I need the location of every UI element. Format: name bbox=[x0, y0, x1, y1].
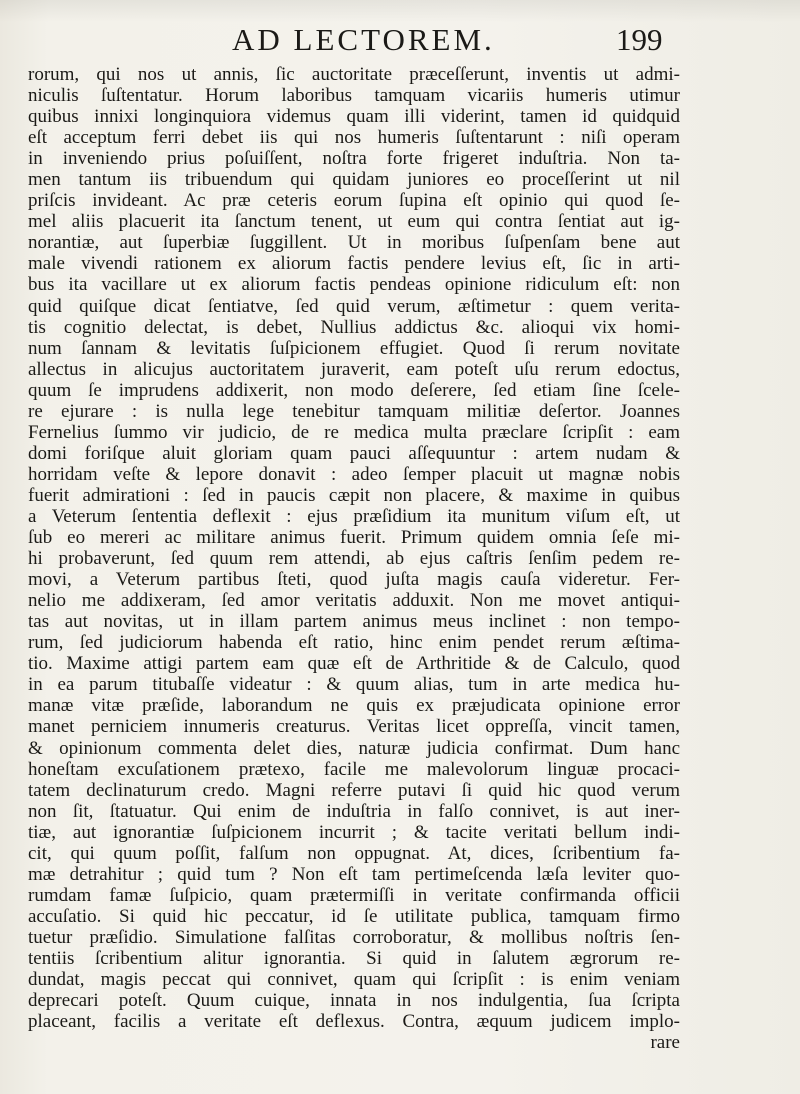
text-line: quibus innixi longinquiora videmus quam illi viderint, tamen id quidquid bbox=[28, 106, 680, 128]
text-line: tiæ, aut ignorantiæ ſuſpicionem incurrit ; & tacite veritati bellum indi- bbox=[28, 821, 680, 843]
text-line: bus ita vacillare ut ex aliorum factis pendeas opinione ridiculum eſt: non bbox=[28, 274, 680, 296]
text-line: fuerit admirationi : ſed in paucis cæpit non placere, & maxime in quibus bbox=[28, 484, 680, 506]
text-line: in ea parum titubaſſe videatur : & quum alias, tum in arte medica hu- bbox=[28, 674, 680, 696]
text-line: in inveniendo prius poſuiſſent, noſtra forte frigeret induſtria. Non ta- bbox=[28, 148, 680, 170]
text-line: num ſannam & levitatis ſuſpicionem effugiet. Quod ſi rerum novitate bbox=[28, 337, 680, 359]
bleed-through-shadow bbox=[0, 0, 800, 22]
text-line: tentiis ſcribentium alitur ignorantia. Si quid in ſalutem ægrorum re- bbox=[28, 947, 680, 969]
text-line: priſcis invideant. Ac præ ceteris eorum ſupina eſt opinio qui quod ſe- bbox=[28, 190, 680, 212]
text-line: tas aut novitas, ut in illam partem animus meus inclinet : non tempo- bbox=[28, 611, 680, 633]
text-line: tuetur præſidio. Simulatione falſitas corroboratur, & mollibus noſtris ſen- bbox=[28, 926, 680, 948]
text-line: movi, a Veterum partibus ſteti, quod juſta magis cauſa videretur. Fer- bbox=[28, 569, 680, 591]
text-line: nelio me addixeram, ſed amor veritatis adduxit. Non me movet antiqui- bbox=[28, 590, 680, 612]
text-line: rumdam famæ ſuſpicio, quam prætermiſſi in veritate confirmanda officii bbox=[28, 884, 680, 906]
text-line: quid quiſque dicat ſentiatve, ſed quid verum, æſtimetur : quem verita- bbox=[28, 295, 680, 317]
text-line: quum ſe imprudens addixerit, non modo deſerere, ſed etiam ſine ſcele- bbox=[28, 379, 680, 401]
text-line: non ſit, ſtatuatur. Qui enim de induſtria in falſo connivet, is aut iner- bbox=[28, 800, 680, 822]
running-title: AD LECTOREM. bbox=[232, 22, 495, 57]
text-line: deprecari poteſt. Quum cuique, innata in nos indulgentia, ſua ſcripta bbox=[28, 990, 680, 1012]
catchword: rare bbox=[650, 1032, 680, 1054]
text-line: accuſatio. Si quid hic peccatur, id ſe utilitate publica, tamquam firmo bbox=[28, 905, 680, 927]
text-line: niculis ſuſtentatur. Horum laboribus tamquam vicariis humeris utimur bbox=[28, 85, 680, 107]
text-line: domi foriſque aluit gloriam quam pauci aſſequuntur : artem nudam & bbox=[28, 442, 680, 464]
page-header bbox=[0, 22, 800, 62]
text-line: male vivendi rationem ex aliorum factis pendere levius eſt, ſic in arti- bbox=[28, 253, 680, 275]
text-line: eſt acceptum ferri debet iis qui nos humeris ſuſtentarunt : niſi operam bbox=[28, 127, 680, 149]
page-number: 199 bbox=[616, 22, 663, 57]
text-line: re ejurare : is nulla lege tenebitur tamquam militiæ deſertor. Joannes bbox=[28, 400, 680, 422]
text-line: mel aliis placuerit ita ſanctum tenent, ut eum qui contra ſentiat aut ig- bbox=[28, 211, 680, 233]
text-line: tio. Maxime attigi partem eam quæ eſt de Arthritide & de Calculo, quod bbox=[28, 653, 680, 675]
text-line: allectus in alicujus auctoritatem juraverit, eam poteſt uſu rerum edoctus, bbox=[28, 358, 680, 380]
text-line: tatem declinaturum credo. Magni referre putavi ſi quid hic quod verum bbox=[28, 779, 680, 801]
text-line: placeant, facilis a veritate eſt deflexus. Contra, æquum judicem implo- bbox=[28, 1011, 680, 1033]
text-line: honeſtam excuſationem prætexo, facile me malevolorum linguæ procaci- bbox=[28, 758, 680, 780]
text-line: & opinionum commenta delet dies, naturæ judicia confirmat. Dum hanc bbox=[28, 737, 680, 759]
text-line: manæ vitæ præſide, laborandum ne quis ex præjudicata opinione error bbox=[28, 695, 680, 717]
text-line: rum, ſed judiciorum habenda eſt ratio, hinc enim pendet rerum æſtima- bbox=[28, 632, 680, 654]
text-line: a Veterum ſententia deflexit : ejus præſidium ita munitum viſum eſt, ut bbox=[28, 505, 680, 527]
text-line: men tantum iis tribuendum qui quidam juniores eo proceſſerint ut nil bbox=[28, 169, 680, 191]
text-line: manet perniciem innumeris creaturus. Veritas licet oppreſſa, vincit tamen, bbox=[28, 716, 680, 738]
text-line: rorum, qui nos ut annis, ſic auctoritate præceſſerunt, inventis ut admi- bbox=[28, 64, 680, 85]
text-line: Fernelius ſummo vir judicio, de re medica multa præclare ſcripſit : eam bbox=[28, 421, 680, 443]
text-line: tis cognitio delectat, is debet, Nullius addictus &c. alioqui vix homi- bbox=[28, 316, 680, 338]
text-line: cit, qui quum poſſit, falſum non oppugnat. At, dices, ſcribentium fa- bbox=[28, 842, 680, 864]
text-line: mæ detrahitur ; quid tum ? Non eſt tam pertimeſcenda læſa leviter quo- bbox=[28, 863, 680, 885]
text-line: horridam veſte & lepore donavit : adeo ſemper placuit ut magnæ nobis bbox=[28, 463, 680, 485]
text-line: dundat, magis peccat qui connivet, quam qui ſcripſit : is enim veniam bbox=[28, 969, 680, 991]
body-text bbox=[28, 64, 680, 1053]
text-line: ſub eo mereri ac militare animus fuerit. Primum quidem omnia ſeſe mi- bbox=[28, 527, 680, 549]
text-line: norantiæ, aut ſuperbiæ ſuggillent. Ut in moribus ſuſpenſam bene aut bbox=[28, 232, 680, 254]
text-line: hi probaverunt, ſed quum rem attendi, ab ejus caſtris ſenſim pedem re- bbox=[28, 548, 680, 570]
